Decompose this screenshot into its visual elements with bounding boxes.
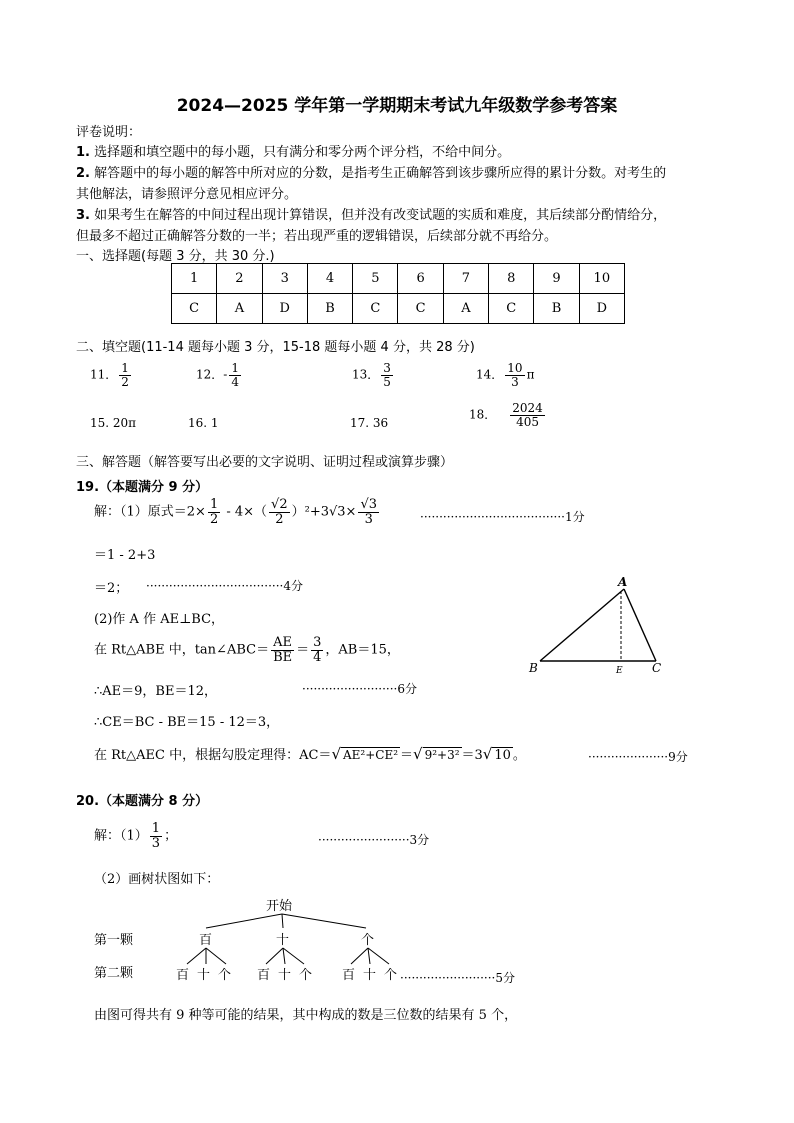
answer-11-label: 11． [90, 367, 118, 382]
question-number: 4 [307, 264, 352, 294]
answer-14-pi: π [526, 367, 535, 382]
question-number: 2 [217, 264, 262, 294]
tree-node-l2: 十 [197, 968, 211, 983]
q19-l8-eq-2: ＝3 [461, 748, 483, 763]
branch-line [351, 948, 368, 964]
denominator: 2 [209, 511, 219, 527]
note-1-number: 1. [76, 145, 90, 160]
vertex-b-label: B [529, 661, 538, 675]
question-number: 1 [172, 264, 217, 294]
numerator: 10 [507, 361, 523, 375]
answer-13-label: 13． [352, 367, 380, 382]
q19-l8-eq: ＝ [400, 748, 414, 763]
denominator: 3 [151, 835, 161, 851]
q19-line-3: ＝2； [94, 581, 129, 596]
q20-l1-fraction [150, 822, 162, 850]
branch-line [266, 948, 283, 964]
branch-line [282, 914, 283, 928]
q19-line-2: ＝1 - 2+3 [94, 548, 156, 563]
question-number: 10 [579, 264, 624, 294]
tree-node-l1: 百 [199, 933, 213, 948]
answer-12-sign: - [223, 367, 228, 382]
question-number: 3 [262, 264, 307, 294]
q19-line-6: ∴AE＝9，BE＝12， [94, 684, 218, 699]
note-1 [76, 141, 510, 160]
row-2-label: 第二颗 [94, 966, 134, 981]
denominator: 3 [364, 511, 373, 527]
q20-line-1 [94, 822, 177, 850]
tree-root: 开始 [266, 899, 293, 914]
q20-line-2: （2）画树状图如下： [94, 872, 220, 887]
q19-l8-end: 。 [512, 748, 526, 763]
tree-node-l2: 个 [384, 968, 398, 983]
answer-table [171, 263, 625, 324]
q19-l1-mid: - 4×（ [222, 504, 268, 520]
vertex-c-label: C [652, 661, 662, 675]
answer-cell: A [217, 294, 262, 324]
q19-l5-frac-2 [311, 636, 323, 664]
branch-line [368, 948, 370, 964]
section-1-heading: 一、选择题(每题 3 分，共 30 分.) [76, 249, 275, 264]
q19-score-2: ····································4分 [146, 579, 303, 593]
row-1-label: 第一颗 [94, 933, 134, 948]
numerator: 1 [121, 361, 129, 375]
page-title: 2024—2025 学年第一学期期末考试九年级数学参考答案 [176, 96, 618, 116]
triangle-diagram [520, 572, 700, 682]
note-3-number: 3. [76, 208, 90, 223]
q19-score-4: ·····················9分 [588, 750, 688, 764]
answer-cell: C [489, 294, 534, 324]
q19-l1-prefix: 解：（1）原式＝2× [94, 504, 206, 520]
denominator: 4 [313, 649, 322, 665]
denominator: 2 [121, 374, 129, 389]
answer-17: 17. 36 [350, 416, 389, 430]
q20-score-2: ·························5分 [400, 971, 515, 985]
foot-e-label: E [616, 666, 623, 676]
question-number: 9 [534, 264, 579, 294]
answer-12 [196, 362, 243, 388]
answer-15: 15. 20π [90, 416, 137, 430]
tree-node-l2: 百 [257, 968, 271, 983]
branch-line [368, 948, 389, 964]
question-number: 6 [398, 264, 443, 294]
branch-line [282, 914, 366, 928]
tree-node-l1: 个 [361, 933, 375, 948]
q20-conclusion: 由图可得共有 9 种等可能的结果，其中构成的数是三位数的结果有 5 个， [94, 1008, 518, 1023]
numerator: 1 [151, 821, 161, 836]
answer-table-numbers-row [172, 264, 625, 294]
tree-node-l1: 十 [276, 933, 290, 948]
branch-line [206, 948, 226, 964]
note-2 [76, 162, 666, 181]
q19-l1-frac-2 [269, 498, 290, 526]
denominator: 405 [516, 414, 539, 429]
q19-l8-prefix: 在 Rt△AEC 中，根据勾股定理得：AC＝ [94, 748, 332, 763]
note-3-text-a: 如果考生在解答的中间过程出现计算错误，但并没有改变试题的实质和难度，其后续部分酌情给分， [94, 208, 667, 223]
tree-node-l2: 十 [363, 968, 377, 983]
q19-line-8 [94, 744, 526, 763]
q19-line-7: ∴CE＝BC - BE＝15 - 12＝3， [94, 715, 280, 730]
answer-cell: C [398, 294, 443, 324]
denominator: BE [273, 649, 293, 665]
q20-score-1: ························3分 [318, 833, 430, 847]
q19-l5-eq: ＝ [296, 642, 310, 658]
q19-l8-radicand-3: 10 [494, 748, 511, 763]
answer-18 [469, 402, 547, 428]
numerator: 1 [209, 497, 219, 512]
tree-node-l2: 十 [278, 968, 292, 983]
section-3-heading: 三、解答题（解答要写出必要的文字说明、证明过程或演算步骤） [76, 455, 454, 470]
q19-l1-square: ）²+3√3× [291, 504, 357, 520]
denominator: 2 [275, 511, 284, 527]
tree-node-l2: 百 [176, 968, 190, 983]
numerator: 2024 [512, 401, 543, 415]
section-2-heading: 二、填空题(11-14 题每小题 3 分，15-18 题每小题 4 分，共 28 分) [76, 340, 475, 355]
tree-node-l2: 个 [299, 968, 313, 983]
q20-heading: 20.（本题满分 8 分） [76, 794, 209, 809]
sqrt-symbol: √ [482, 745, 493, 763]
numerator: 3 [313, 635, 322, 650]
note-2-number: 2. [76, 166, 90, 181]
answer-14-label: 14． [476, 367, 504, 382]
q19-l5-prefix: 在 Rt△ABE 中，tan∠ABC＝ [94, 642, 270, 658]
branch-line [283, 948, 285, 964]
answer-cell: B [534, 294, 579, 324]
tree-node-l2: 百 [342, 968, 356, 983]
q19-score-3: ·························6分 [302, 682, 417, 696]
denominator: 5 [383, 374, 391, 389]
answer-12-label: 12． [196, 367, 224, 382]
numerator: 3 [383, 361, 391, 375]
q19-line-5 [94, 636, 400, 664]
notes-heading: 评卷说明： [76, 125, 142, 140]
answer-14 [476, 362, 534, 388]
answer-cell: D [262, 294, 307, 324]
numerator: √3 [360, 497, 377, 512]
vertex-a-label: A [618, 575, 628, 589]
answer-cell: C [172, 294, 217, 324]
answer-18-label: 18． [469, 407, 497, 422]
answer-12-fraction [229, 362, 241, 388]
q20-l1-suffix: ； [164, 828, 178, 844]
answer-14-fraction [505, 362, 524, 388]
answer-18-fraction [510, 402, 545, 428]
answer-13 [352, 362, 395, 388]
answer-cell: A [443, 294, 488, 324]
note-2-text-a: 解答题中的每小题的解答中所对应的分数，是指考生正确解答到该步骤所应得的累计分数。对考生的 [94, 166, 667, 181]
q19-heading: 19.（本题满分 9 分） [76, 480, 209, 495]
q19-l8-radicand-2: 9²+3² [424, 748, 460, 762]
q19-line-1 [94, 498, 381, 526]
denominator: 4 [231, 374, 239, 389]
numerator: √2 [271, 497, 288, 512]
q20-l1-prefix: 解：（1） [94, 828, 148, 844]
answer-table-answers-row [172, 294, 625, 324]
q19-score-1: ······································1分 [420, 510, 585, 524]
q19-l8-radicand-1: AE²+CE² [342, 748, 399, 762]
answer-11 [90, 362, 133, 388]
side-ab [540, 589, 624, 661]
branch-line [206, 914, 282, 928]
answer-cell: D [579, 294, 624, 324]
note-3 [76, 204, 666, 223]
q19-l5-suffix: ，AB＝15， [325, 642, 400, 658]
note-2-text-b: 其他解法，请参照评分意见相应评分。 [76, 187, 298, 202]
q19-line-4: (2)作 A 作 AE⊥BC， [94, 612, 225, 627]
numerator: 1 [231, 361, 239, 375]
denominator: 3 [511, 374, 519, 389]
side-ac [624, 589, 656, 661]
numerator: AE [273, 635, 293, 650]
question-number: 5 [353, 264, 398, 294]
answer-16: 16. 1 [188, 416, 219, 430]
answer-cell: B [307, 294, 352, 324]
sqrt-symbol: √ [413, 745, 423, 763]
q19-l1-frac-1 [208, 498, 220, 526]
tree-diagram [90, 892, 550, 992]
note-1-text: 选择题和填空题中的每小题，只有满分和零分两个评分档，不给中间分。 [94, 145, 511, 160]
sqrt-symbol: √ [331, 745, 341, 763]
branch-line [283, 948, 304, 964]
branch-line [187, 948, 206, 964]
answer-cell: C [353, 294, 398, 324]
q19-l5-frac-1 [271, 636, 294, 664]
q19-l1-frac-3 [358, 498, 379, 526]
question-number: 7 [443, 264, 488, 294]
answer-11-fraction [119, 362, 131, 388]
answer-13-fraction [381, 362, 393, 388]
tree-node-l2: 个 [218, 968, 232, 983]
question-number: 8 [489, 264, 534, 294]
note-3-text-b: 但最多不超过正确解答分数的一半；若出现严重的逻辑错误，后续部分就不再给分。 [76, 229, 558, 244]
